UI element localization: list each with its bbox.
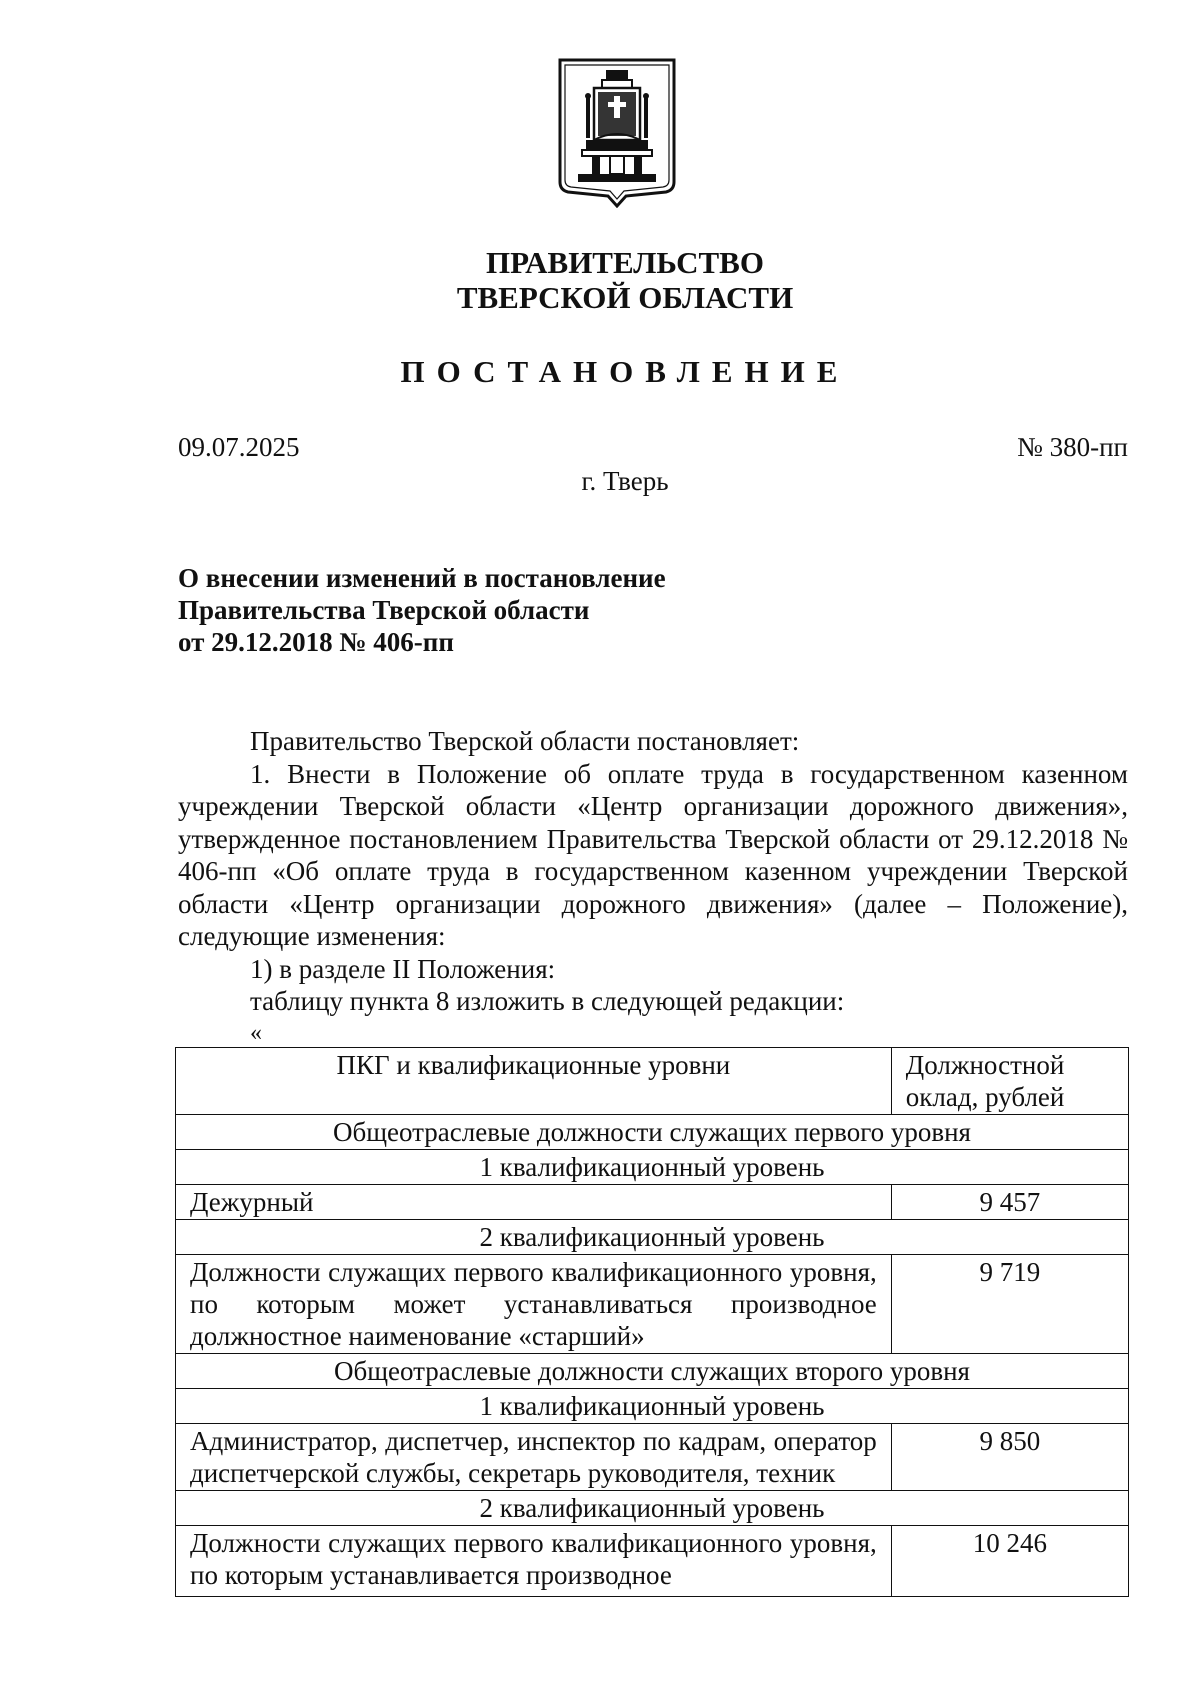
body-paragraph: Правительство Тверской области постановляет:: [250, 726, 800, 756]
level-title: 1 квалификационный уровень: [176, 1389, 1129, 1424]
table-level-row: [176, 1220, 1129, 1255]
document-city: г. Тверь: [581, 466, 669, 496]
salary-table: [175, 1047, 1129, 1597]
position-cell: Администратор, диспетчер, инспектор по кадрам, оператор диспетчерской службы, секретарь руководителя, техник: [176, 1424, 892, 1491]
document-type: ПОСТАНОВЛЕНИЕ: [400, 354, 850, 389]
body-paragraph: 1. Внести в Положение об оплате труда в государственном казенном учреждении Тверской области «Центр организации дорожного движения», утвержденное постановлением Правительства Тверской области от 29.12.2018 № 406-пп «Об оплате труда в государственном казенном учреждении Тверской области «Центр организации дорожного движения» (далее – Положение), следующие изменения:: [178, 758, 1128, 951]
salary-cell: 10 246: [891, 1526, 1128, 1597]
org-name-line1: ПРАВИТЕЛЬСТВО: [486, 245, 764, 280]
group-title: Общеотраслевые должности служащих второго уровня: [176, 1354, 1129, 1389]
table-group-row: [176, 1354, 1129, 1389]
subject-line: от 29.12.2018 № 406-пп: [178, 627, 454, 657]
table-level-row: [176, 1389, 1129, 1424]
document-number: № 380-пп: [1017, 432, 1128, 462]
level-title: 1 квалификационный уровень: [176, 1150, 1129, 1185]
table-level-row: [176, 1491, 1129, 1526]
level-title: 2 квалификационный уровень: [176, 1491, 1129, 1526]
tver-coat-of-arms-icon: [554, 56, 680, 208]
header-cell-salary: Должностной оклад, рублей: [891, 1048, 1128, 1115]
header-cell-pkg: ПКГ и квалификационные уровни: [176, 1048, 892, 1115]
table-header-row: [176, 1048, 1129, 1115]
document-date: 09.07.2025: [178, 432, 300, 462]
body-paragraph: 1) в разделе II Положения:: [250, 953, 556, 984]
position-cell: Дежурный: [176, 1185, 892, 1220]
subject-line: О внесении изменений в постановление: [178, 563, 666, 593]
table-row: [176, 1185, 1129, 1220]
table-row: [176, 1255, 1129, 1354]
org-name-line2: ТВЕРСКОЙ ОБЛАСТИ: [456, 280, 794, 315]
group-title: Общеотраслевые должности служащих первого уровня: [176, 1115, 1129, 1150]
opening-quote: «: [250, 1020, 262, 1046]
salary-cell: 9 457: [891, 1185, 1128, 1220]
position-cell: [176, 1526, 892, 1597]
table-row: [176, 1424, 1129, 1491]
level-title: 2 квалификационный уровень: [176, 1220, 1129, 1255]
position-cell: Должности служащих первого квалификационного уровня, по которым может устанавливаться производное должностное наименование «старший»: [176, 1255, 892, 1354]
salary-cell: 9 850: [891, 1424, 1128, 1491]
table-level-row: [176, 1150, 1129, 1185]
table-row: [176, 1526, 1129, 1597]
position-text: Должности служащих первого квалификационного уровня, по которым устанавливается производное: [190, 1528, 877, 1590]
table-group-row: [176, 1115, 1129, 1150]
document-body: [178, 725, 1128, 1018]
subject-line: Правительства Тверской области: [178, 595, 590, 625]
salary-cell: 9 719: [891, 1255, 1128, 1354]
document-subject: [178, 562, 666, 658]
body-paragraph: таблицу пункта 8 изложить в следующей редакции:: [250, 986, 845, 1016]
